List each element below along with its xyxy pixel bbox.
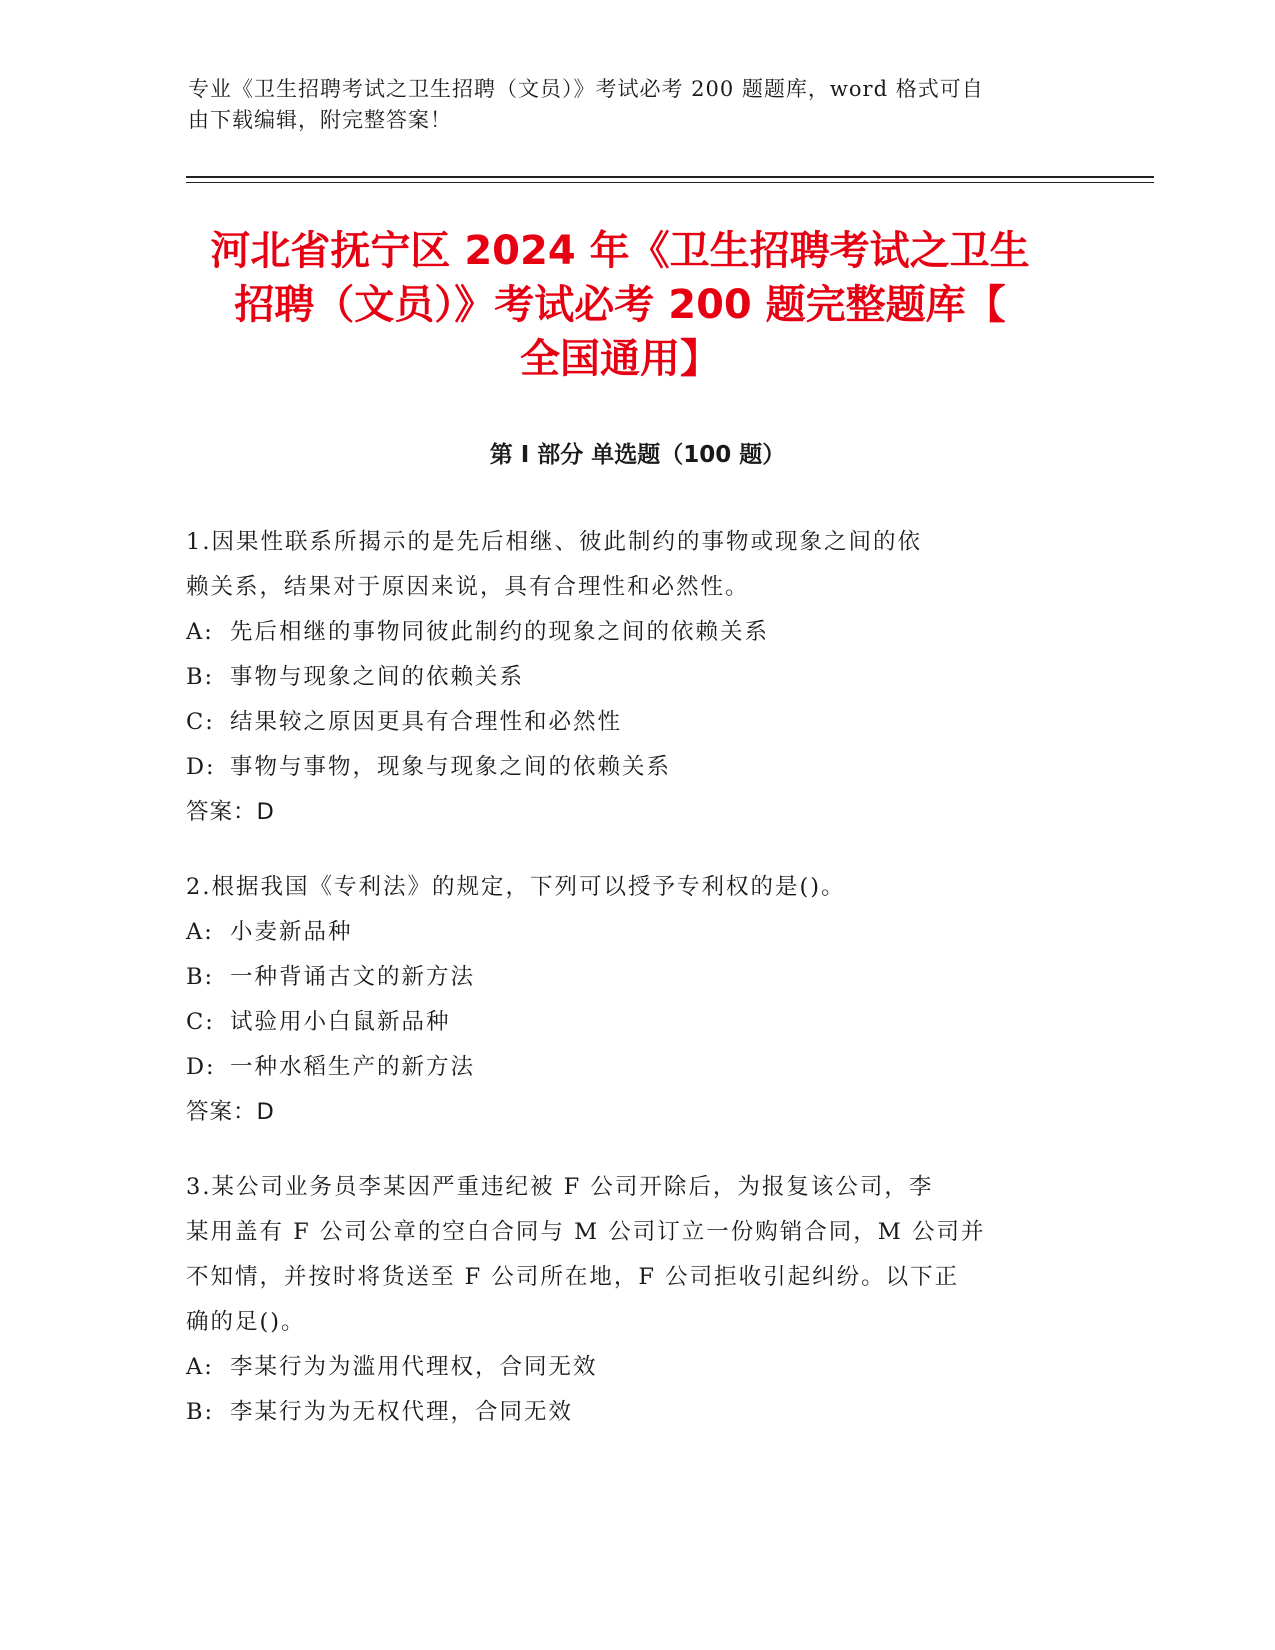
option-b: [186, 655, 1086, 700]
title-line: 招聘（文员）》考试必考 200 题完整题库【: [234, 282, 1006, 328]
option-text: 试验用小白鼠新品种: [230, 1009, 451, 1035]
header-divider-thin: [186, 182, 1154, 183]
option-a: [186, 1345, 1086, 1390]
option-text: 一种水稻生产的新方法: [230, 1054, 476, 1080]
option-key: B:: [186, 664, 215, 690]
question-item: [186, 865, 1086, 1135]
option-text: 李某行为为滥用代理权，合同无效: [230, 1354, 598, 1380]
intro-line: 由下载编辑，附完整答案！: [188, 108, 452, 132]
question-item: [186, 520, 1086, 835]
question-stem: 1.因果性联系所揭示的是先后相继、彼此制约的事物或现象之间的依: [186, 529, 922, 555]
option-text: 事物与现象之间的依赖关系: [230, 664, 525, 690]
answer-line: 答案：D: [186, 799, 275, 825]
option-d: [186, 745, 1086, 790]
option-key: A:: [186, 919, 214, 945]
question-stem: 3.某公司业务员李某因严重违纪被 F 公司开除后，为报复该公司，李: [186, 1174, 934, 1200]
question-item: [186, 1165, 1086, 1435]
option-key: C:: [186, 709, 215, 735]
option-c: [186, 700, 1086, 745]
option-c: [186, 1000, 1086, 1045]
option-key: A:: [186, 1354, 214, 1380]
question-list: [186, 520, 1086, 1465]
question-stem: 不知情，并按时将货送至 F 公司所在地，F 公司拒收引起纠纷。以下正: [186, 1264, 960, 1290]
option-b: [186, 1390, 1086, 1435]
question-stem: 2.根据我国《专利法》的规定，下列可以授予专利权的是()。: [186, 874, 846, 900]
answer-line: 答案：D: [186, 1099, 275, 1125]
section-title: 第 I 部分 单选题（100 题）: [489, 442, 786, 468]
option-text: 先后相继的事物同彼此制约的现象之间的依赖关系: [230, 619, 770, 645]
option-text: 事物与事物，现象与现象之间的依赖关系: [230, 754, 672, 780]
title-line: 全国通用】: [520, 336, 720, 382]
option-d: [186, 1045, 1086, 1090]
option-b: [186, 955, 1086, 1000]
option-a: [186, 910, 1086, 955]
option-key: B:: [186, 1399, 215, 1425]
question-stem: 某用盖有 F 公司公章的空白合同与 M 公司订立一份购销合同，M 公司并: [186, 1219, 986, 1245]
option-key: B:: [186, 964, 215, 990]
option-text: 结果较之原因更具有合理性和必然性: [230, 709, 623, 735]
option-key: D:: [186, 754, 216, 780]
option-a: [186, 610, 1086, 655]
title-line: 河北省抚宁区 2024 年《卫生招聘考试之卫生: [210, 228, 1030, 274]
document-title: [150, 224, 1090, 386]
intro-line: 专业《卫生招聘考试之卫生招聘（文员）》考试必考 200 题题库，word 格式可自: [188, 77, 984, 101]
question-stem: 赖关系，结果对于原因来说，具有合理性和必然性。: [186, 574, 750, 600]
header-divider-thick: [186, 176, 1154, 178]
option-key: D:: [186, 1054, 216, 1080]
option-key: A:: [186, 619, 214, 645]
option-text: 一种背诵古文的新方法: [230, 964, 476, 990]
option-text: 李某行为为无权代理，合同无效: [230, 1399, 574, 1425]
option-key: C:: [186, 1009, 215, 1035]
question-stem: 确的足()。: [186, 1309, 306, 1335]
intro-text: [188, 74, 1068, 136]
option-text: 小麦新品种: [230, 919, 353, 945]
